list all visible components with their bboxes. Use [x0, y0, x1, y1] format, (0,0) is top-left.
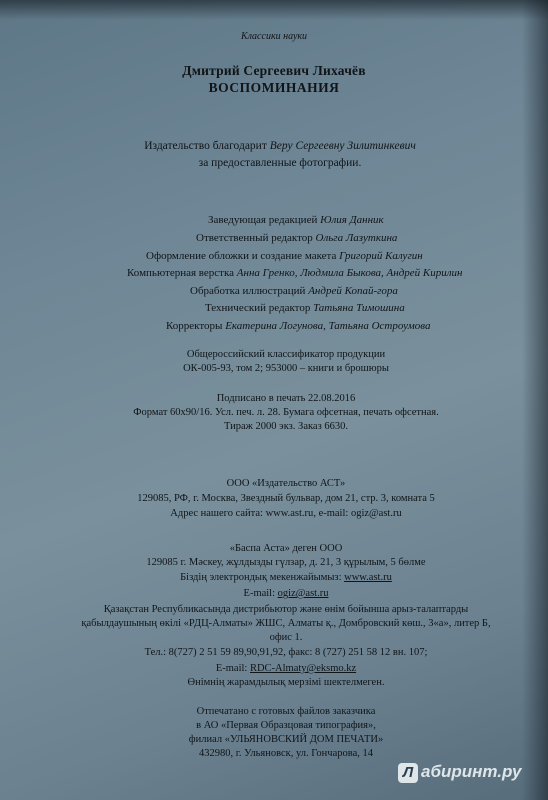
- print-run: Тираж 2000 экз. Заказ 6630.: [224, 421, 348, 432]
- kz-office: офис 1.: [269, 632, 303, 643]
- watermark-text: абиринт.ру: [421, 762, 522, 781]
- kz-address: 129085 г. Мәскеу, жұлдызды гүлзар, д. 21, 3 құрылым, 5 бөлме: [146, 557, 426, 568]
- kz-email-2-link[interactable]: RDC-Almaty@eksmo.kz: [249, 663, 357, 674]
- credit-line: Компьютерная верстка Анна Гренко, Людмила Быкова, Андрей Кирилин: [127, 267, 463, 279]
- book-title: ВОСПОМИНАНИЯ: [208, 80, 340, 95]
- kz-phone: Тел.: 8(727) 2 51 59 89,90,91,92, факс: 8 (727) 251 58 12 вн. 107;: [144, 647, 428, 658]
- classifier-line-2: ОК-005-93, том 2; 953000 – книги и брошюры: [183, 363, 389, 374]
- credit-line: Обработка иллюстраций Андрей Копай-гора: [190, 285, 398, 297]
- page-top-shadow: [0, 0, 548, 20]
- kz-email: E-mail: ogiz@ast.ru: [243, 588, 329, 599]
- publisher-email: ogiz@ast.ru: [350, 508, 402, 519]
- credit-line: Оформление обложки и создание макета Григорий Калугин: [146, 250, 423, 262]
- kz-email-link[interactable]: ogiz@ast.ru: [277, 588, 329, 599]
- credit-line: Заведующая редакцией Юлия Данник: [208, 214, 384, 226]
- kz-validity: Өнімнің жарамдылық мерзімі шектелмеген.: [187, 677, 385, 688]
- series-name: Классики науки: [240, 31, 308, 42]
- print-format: Формат 60х90/16. Усл. печ. л. 28. Бумага офсетная, печать офсетная.: [133, 407, 439, 418]
- credit-line: Корректоры Екатерина Логунова, Татьяна Остроумова: [166, 320, 431, 332]
- classifier-line-1: Общероссийский классификатор продукции: [186, 349, 386, 360]
- publisher-address: 129085, РФ, г. Москва, Звездный бульвар, дом 21, стр. 3, комната 5: [137, 493, 435, 504]
- kz-site-link[interactable]: www.ast.ru: [344, 572, 392, 583]
- publisher-contacts: Адрес нашего сайта: www.ast.ru, e-mail: ogiz@ast.ru: [170, 508, 402, 519]
- labirint-watermark: [398, 762, 538, 790]
- thanks-line-2: за предоставленные фотографии.: [198, 157, 362, 169]
- author-name: Дмитрий Сергеевич Лихачёв: [182, 63, 366, 78]
- printer-line-3: филиал «УЛЬЯНОВСКИЙ ДОМ ПЕЧАТИ»: [188, 734, 384, 745]
- thanks-line-1: Издательство благодарит Веру Сергеевну Зилитинкевич: [144, 140, 416, 152]
- kz-publisher-name: «Баспа Аста» деген ООО: [229, 543, 343, 554]
- labirint-logo-icon: Л: [398, 763, 418, 783]
- credit-line: Ответственный редактор Ольга Лазуткина: [196, 232, 398, 244]
- printer-line-4: 432980, г. Ульяновск, ул. Гончарова, 14: [199, 748, 373, 759]
- kz-distributor-1: Қазақстан Республикасында дистрибьютор және өнім бойынша арыз-талаптарды: [103, 604, 469, 615]
- printer-line-1: Отпечатано с готовых файлов заказчика: [196, 706, 376, 717]
- kz-site: Біздің электрондық мекенжайымыз: www.ast.ru: [180, 572, 392, 583]
- credit-line: Технический редактор Татьяна Тимошина: [205, 302, 405, 314]
- printer-line-2: в АО «Первая Образцовая типография»,: [196, 720, 376, 731]
- publisher-name: ООО «Издательство АСТ»: [226, 478, 346, 489]
- kz-email-2: E-mail: RDC-Almaty@eksmo.kz: [215, 663, 357, 674]
- kz-distributor-2: қабылдаушының өкілі «РДЦ-Алматы» ЖШС, Алматы қ., Домбровский көш., 3«а», литер Б,: [81, 618, 491, 629]
- print-signed: Подписано в печать 22.08.2016: [216, 393, 356, 404]
